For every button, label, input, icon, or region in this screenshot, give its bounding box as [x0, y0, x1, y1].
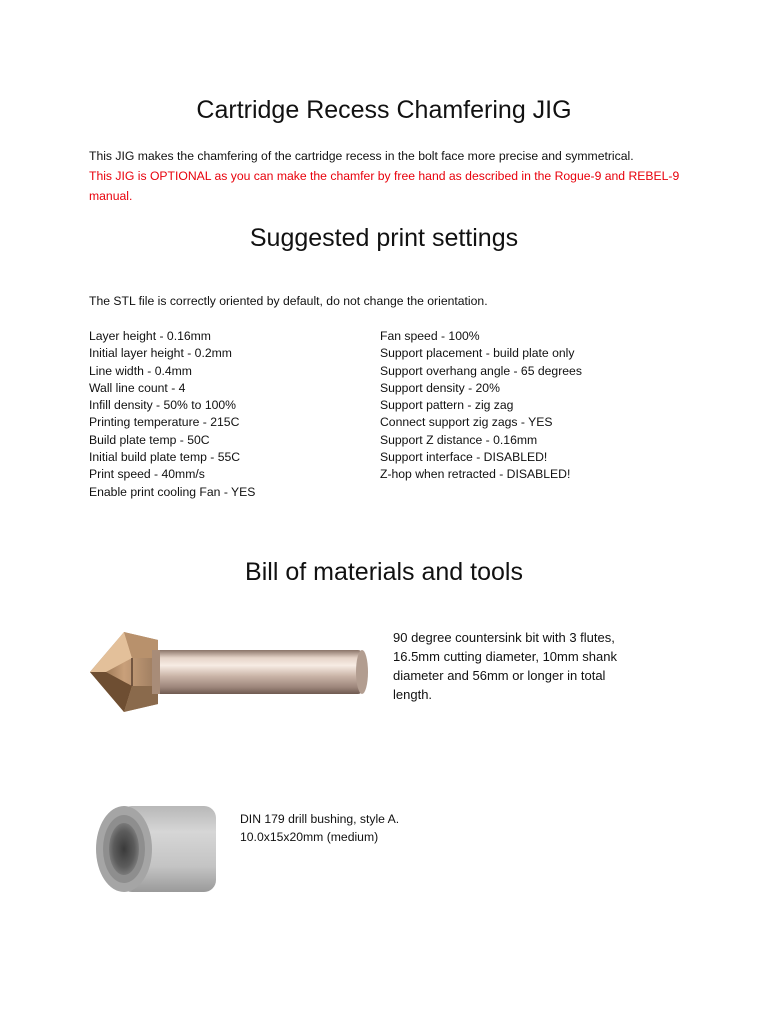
print-settings-right-list: [380, 328, 582, 484]
setting-item: Build plate temp - 50C: [89, 432, 210, 447]
setting-item: Support density - 20%: [380, 380, 500, 395]
countersink-line: 90 degree countersink bit with 3 flutes,: [393, 630, 615, 645]
drill-bushing-image: [90, 796, 222, 902]
orientation-note: The STL file is correctly oriented by default, do not change the orientation.: [89, 294, 488, 308]
document-title: Cartridge Recess Chamfering JIG: [196, 96, 572, 124]
setting-item: Support placement - build plate only: [380, 346, 575, 361]
setting-item: Initial layer height - 0.2mm: [89, 346, 232, 361]
bom-heading: Bill of materials and tools: [245, 558, 523, 586]
bushing-line: 10.0x15x20mm (medium): [240, 830, 379, 844]
setting-item: Fan speed - 100%: [380, 329, 480, 343]
countersink-line: length.: [393, 687, 433, 702]
setting-item: Z-hop when retracted - DISABLED!: [380, 467, 571, 482]
countersink-bit-image: [86, 618, 376, 728]
optional-note-line2: manual.: [89, 189, 133, 203]
bushing-line: DIN 179 drill bushing, style A.: [240, 812, 400, 826]
setting-item: Support overhang angle - 65 degrees: [380, 363, 582, 378]
setting-item: Line width - 0.4mm: [89, 363, 192, 378]
bushing-description: [240, 810, 440, 846]
setting-item: Support Z distance - 0.16mm: [380, 432, 538, 447]
setting-item: Printing temperature - 215C: [89, 415, 240, 430]
print-settings-left-list: [89, 328, 255, 501]
setting-item: Initial build plate temp - 55C: [89, 450, 241, 465]
setting-item: Wall line count - 4: [89, 380, 186, 395]
print-settings-heading: Suggested print settings: [249, 224, 519, 252]
optional-note-line1: This JIG is OPTIONAL as you can make the chamfer by free hand as described in the Rogue-9 and REBEL-9: [89, 169, 680, 183]
setting-item: Support pattern - zig zag: [380, 398, 514, 413]
setting-item: Support interface - DISABLED!: [380, 450, 548, 465]
intro-text: This JIG makes the chamfering of the cartridge recess in the bolt face more precise and symmetrical.: [89, 149, 634, 163]
setting-item: Print speed - 40mm/s: [89, 467, 205, 482]
countersink-line: diameter and 56mm or longer in total: [393, 668, 606, 683]
setting-item: Connect support zig zags - YES: [380, 415, 553, 430]
countersink-line: 16.5mm cutting diameter, 10mm shank: [393, 649, 617, 664]
countersink-description: [393, 628, 643, 704]
setting-item: Infill density - 50% to 100%: [89, 398, 237, 413]
setting-item: Enable print cooling Fan - YES: [89, 484, 256, 499]
setting-item: Layer height - 0.16mm: [89, 329, 211, 343]
